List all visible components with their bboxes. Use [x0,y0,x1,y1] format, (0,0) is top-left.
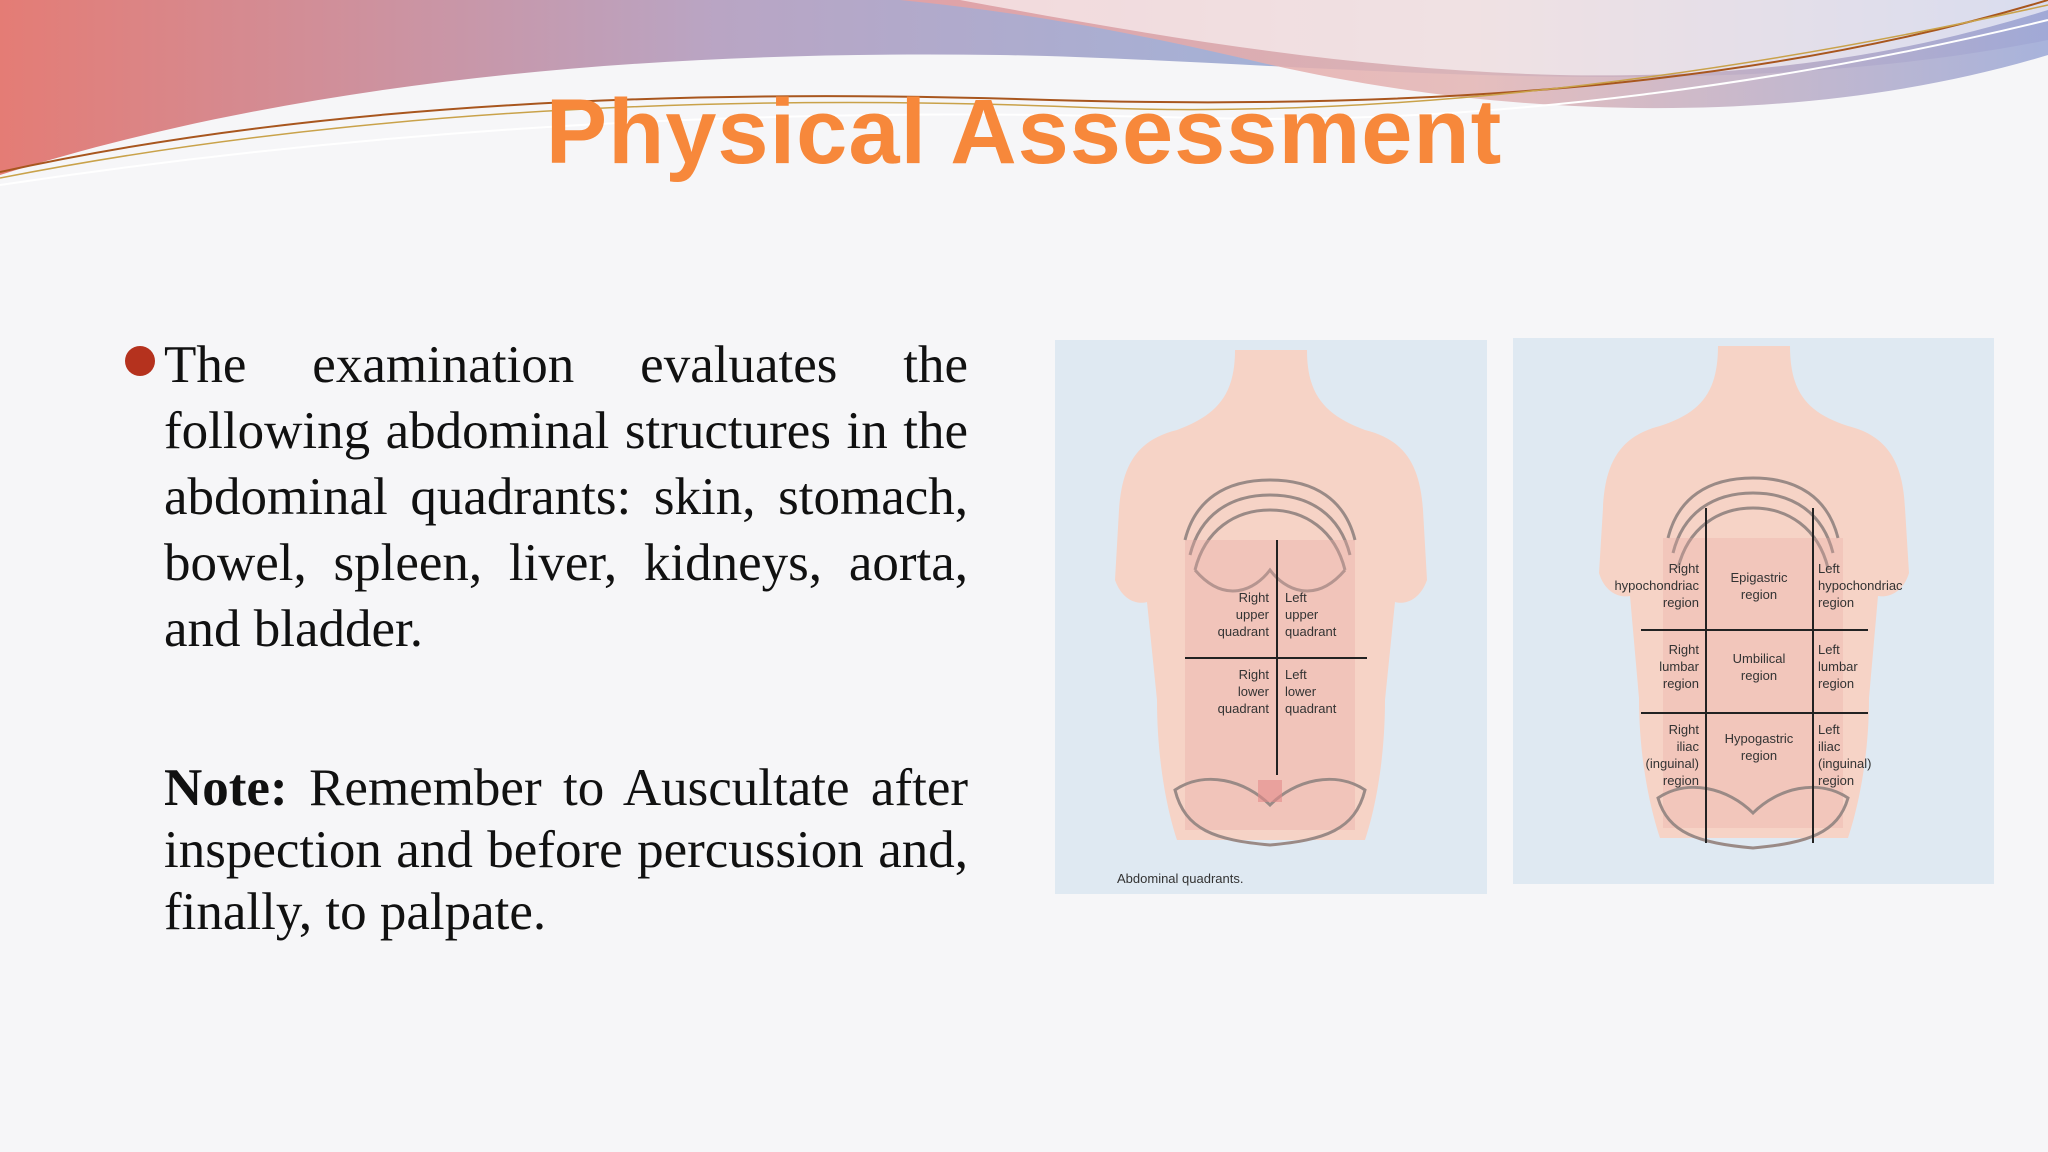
slide-title: Physical Assessment [545,81,1503,183]
r-iliac-label-4: region [1662,773,1699,788]
r-lumbar-label-2: lumbar [1659,659,1699,674]
r-lumbar-label-3: region [1662,676,1699,691]
r-hypo-label-3: region [1662,595,1699,610]
r-hypo-label-2: hypochondriac [1614,578,1699,593]
l-hypo-label-2: hypochondriac [1818,578,1903,593]
llq-label-3: quadrant [1285,701,1337,716]
hypogastric-label-1: Hypogastric [1724,731,1794,746]
llq-label-2: lower [1285,684,1317,699]
l-iliac-label-4: region [1818,773,1855,788]
rlq-label-2: lower [1237,684,1269,699]
r-iliac-label-3: (inguinal) [1645,756,1699,771]
abdominal-regions-figure [1513,338,1994,884]
l-hypo-label-1: Left [1818,561,1840,576]
umbilical-label-2: region [1740,668,1778,683]
bullet-icon [125,346,155,376]
r-iliac-label-2: iliac [1676,739,1699,754]
note-label: Note: [164,759,288,817]
epigastric-label-2: region [1740,587,1778,602]
l-lumbar-label-1: Left [1818,642,1840,657]
ruq-label-3: quadrant [1217,624,1269,639]
epigastric-label-1: Epigastric [1730,570,1788,585]
abdominal-quadrants-figure [1055,340,1487,894]
bullet-text: The examination evaluates the following abdominal structures in the abdominal quadrants: skin, stomach, bowel, spleen, liver, kidneys, aorta, and bladder. [164,336,968,658]
figure-caption: Abdominal quadrants. [1117,871,1244,886]
note-paragraph [164,757,968,943]
luq-label-3: quadrant [1285,624,1337,639]
rlq-label-3: quadrant [1217,701,1269,716]
note-text: Remember to Auscultate after inspection and before percussion and, finally, to palpate. [164,759,968,941]
l-iliac-label-2: iliac [1818,739,1841,754]
l-hypo-label-3: region [1818,595,1855,610]
l-iliac-label-3: (inguinal) [1818,756,1872,771]
luq-label-1: Left [1285,590,1307,605]
hypogastric-label-2: region [1740,748,1778,763]
l-lumbar-label-3: region [1818,676,1855,691]
l-lumbar-label-2: lumbar [1818,659,1858,674]
r-hypo-label-1: Right [1668,561,1699,576]
ruq-label-2: upper [1235,607,1269,622]
ruq-label-1: Right [1238,590,1269,605]
l-iliac-label-1: Left [1818,722,1840,737]
r-iliac-label-1: Right [1668,722,1699,737]
umbilical-label-1: Umbilical [1732,651,1786,666]
llq-label-1: Left [1285,667,1307,682]
r-lumbar-label-1: Right [1668,642,1699,657]
luq-label-2: upper [1285,607,1319,622]
rlq-label-1: Right [1238,667,1269,682]
